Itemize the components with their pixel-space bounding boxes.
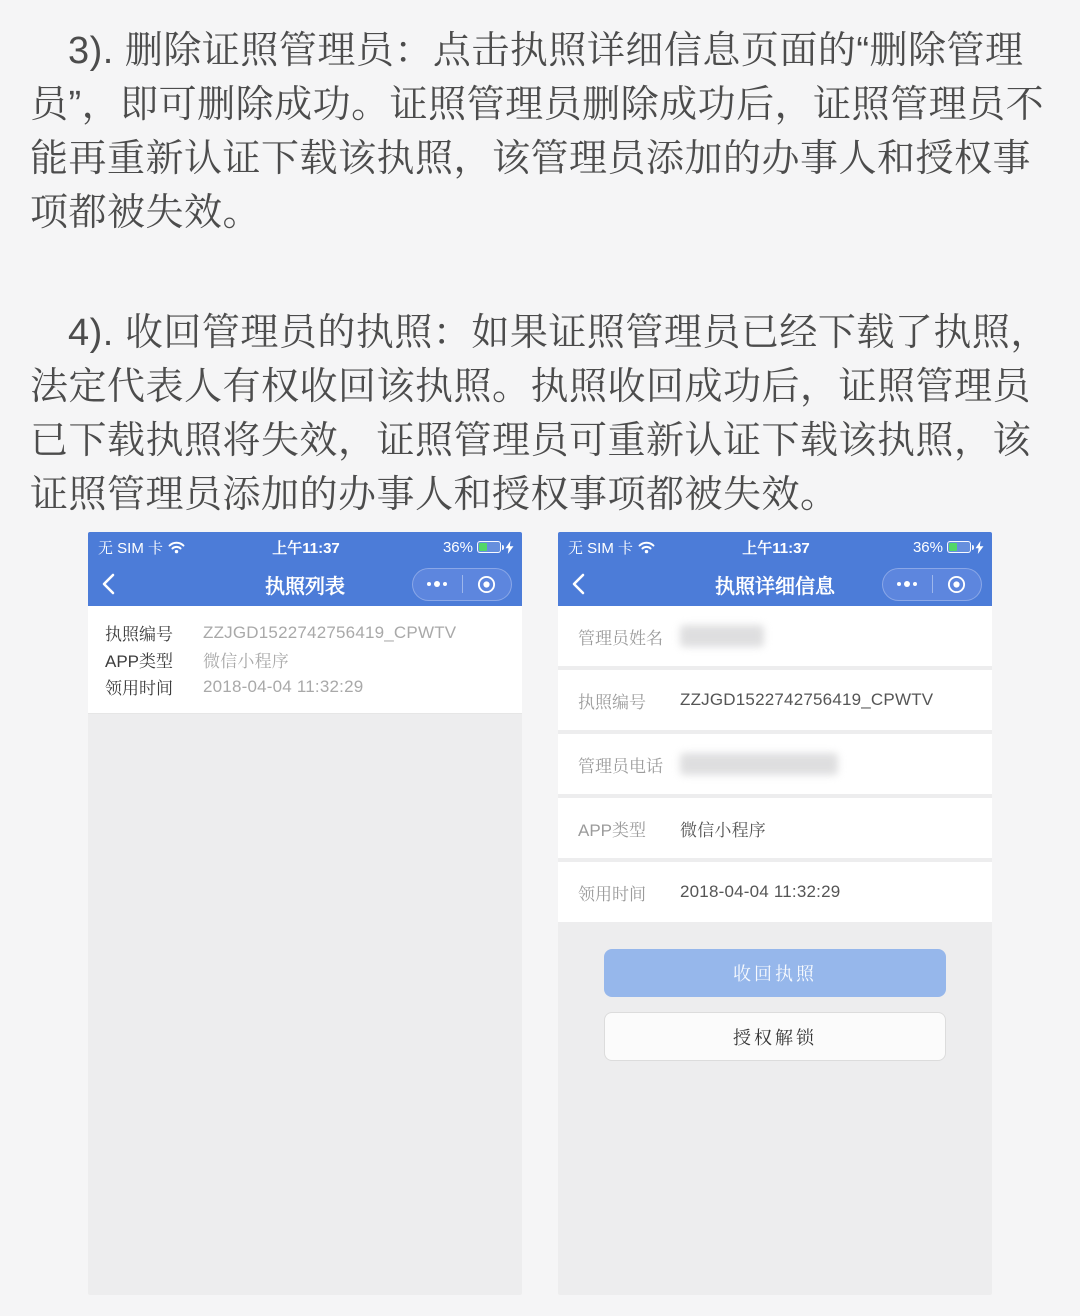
- exit-button[interactable]: [933, 569, 982, 600]
- redacted-admin-name: [680, 625, 764, 647]
- field-row: [558, 670, 992, 730]
- field-row: [558, 798, 992, 858]
- time-label: 上午11:37: [272, 539, 340, 557]
- field-row: [88, 619, 522, 646]
- field-value: 2018-04-04 11:32:29: [680, 882, 841, 901]
- field-value: ZZJGD1522742756419_CPWTV: [203, 622, 457, 642]
- back-button[interactable]: [572, 567, 606, 601]
- chevron-left-icon: [572, 573, 585, 595]
- target-icon: [477, 575, 496, 594]
- field-row: [558, 606, 992, 666]
- license-list-content: [88, 606, 522, 1295]
- battery-percent: 36%: [912, 538, 943, 556]
- field-label: 领用时间: [105, 679, 173, 698]
- field-value: 2018-04-04 11:32:29: [203, 676, 364, 696]
- charging-bolt-icon: [975, 541, 984, 554]
- paragraph-3: 3). 删除证照管理员：点击执照详细信息页面的“删除管理员”，即可删除成功。证照管理员删除成功后，证照管理员不能再重新认证下载该执照，该管理员添加的办事人和授权事项都被失效。: [30, 30, 1045, 234]
- button-area: [558, 926, 992, 1061]
- battery-icon: [947, 541, 971, 553]
- license-detail-content: [558, 606, 992, 1295]
- field-label: 领用时间: [578, 884, 646, 904]
- back-button[interactable]: [102, 567, 136, 601]
- wifi-icon: [168, 541, 185, 554]
- exit-button[interactable]: [463, 569, 512, 600]
- field-row: [558, 862, 992, 922]
- phone-license-detail: [558, 532, 992, 1295]
- more-button[interactable]: [413, 569, 462, 600]
- field-label: APP类型: [578, 820, 647, 840]
- field-label: 管理员电话: [578, 756, 663, 776]
- ellipsis-icon: [897, 581, 917, 587]
- carrier-label: 无 SIM 卡: [98, 539, 164, 557]
- status-bar: [558, 532, 992, 562]
- battery-percent: 36%: [442, 538, 473, 556]
- field-value: ZZJGD1522742756419_CPWTV: [680, 690, 934, 709]
- ellipsis-icon: [427, 581, 447, 587]
- chevron-left-icon: [102, 573, 115, 595]
- instruction-text: [0, 0, 1080, 532]
- target-icon: [947, 575, 966, 594]
- nav-capsule: [412, 568, 512, 601]
- field-value: 微信小程序: [680, 820, 766, 840]
- auth-unlock-button[interactable]: 授权解锁: [604, 1012, 946, 1061]
- wifi-icon: [638, 541, 655, 554]
- nav-title: 执照详细信息: [715, 575, 835, 598]
- nav-title: 执照列表: [265, 575, 345, 598]
- paragraph-4: 4). 收回管理员的执照：如果证照管理员已经下载了执照，法定代表人有权收回该执照。执照收回成功后，证照管理员已下载执照将失效，证照管理员可重新认证下载该执照，该证照管理员添加的办事人和授权事项都被失效。: [30, 312, 1049, 516]
- nav-capsule: [882, 568, 982, 601]
- field-label: 管理员姓名: [578, 628, 663, 648]
- charging-bolt-icon: [505, 541, 514, 554]
- recall-license-button[interactable]: 收回执照: [604, 949, 946, 997]
- license-card[interactable]: [88, 606, 522, 714]
- field-value: 微信小程序: [203, 652, 289, 671]
- field-label: APP类型: [105, 652, 174, 671]
- time-label: 上午11:37: [742, 539, 810, 557]
- nav-bar: [88, 562, 522, 606]
- field-row: [558, 734, 992, 794]
- field-row: [88, 673, 522, 700]
- field-label: 执照编号: [578, 692, 646, 712]
- battery-icon: [477, 541, 501, 553]
- status-bar: [88, 532, 522, 562]
- redacted-admin-phone: [680, 753, 838, 775]
- screenshots-row: [0, 532, 1080, 1295]
- carrier-label: 无 SIM 卡: [568, 539, 634, 557]
- field-label: 执照编号: [105, 625, 173, 644]
- more-button[interactable]: [883, 569, 932, 600]
- field-row: [88, 646, 522, 673]
- nav-bar: [558, 562, 992, 606]
- phone-license-list: [88, 532, 522, 1295]
